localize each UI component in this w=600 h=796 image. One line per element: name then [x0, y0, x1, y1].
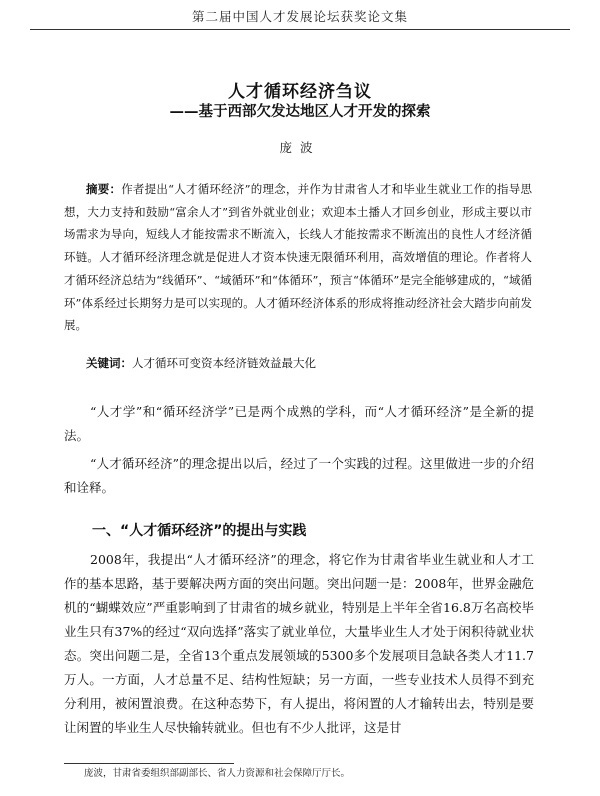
section-heading-1: 一、“人才循环经济”的提出与实践: [92, 523, 307, 539]
running-header: 第二届中国人才发展论坛获奖论文集: [191, 9, 408, 24]
abstract: [64, 178, 532, 337]
author-name: 庞波: [279, 140, 321, 155]
keywords: [86, 353, 526, 373]
abstract-text: 作者提出“人才循环经济”的理念，并作为甘肃省人才和毕业生就业工作的指导思想，大力支持和鼓励“富余人才”到省外就业创业；欢迎本土播人才回乡创业，形成主要以市场需求为导向，短线人才能按需求不断流入，长线人才能按需求不断流出的良性人才经济循环链。人才循环经济理念就是促进人才资本快速无限循环利用，高效增值的理论。作者将人才循环经济总结为“线循环”、“域循环”和“体循环”，预言“体循环”是完全能够建成的，“域循环”体系经过长期努力是可以实现的。人才循环经济体系的形成将推动经济社会大踏步向前发展。: [64, 182, 533, 333]
footnote-divider: [64, 763, 234, 764]
keywords-label: 关键词：: [86, 356, 132, 370]
body-paragraph-3: 2008年，我提出“人才循环经济”的理念，将它作为甘肃省毕业生就业和人才工作的基本思路，基于要解决两方面的突出问题。突出问题一是：2008年，世界金融危机的“蝴蝶效应”严重影响到了甘肃省的城乡就业，特别是上半年全省16.8万名高校毕业生只有37%的经过“双向选择”落实了就业单位，大量毕业生人才处于闲积待就业状态。突出问题二是，全省13个重点发展领域的5300多个发展项目急缺各类人才11.7万人。一方面，人才总量不足、结构性短缺；另一方面，一些专业技术人员得不到充分利用，被闲置浪费。在这种态势下，有人提出，将闲置的人才输转出去，特别是要让闲置的毕业生人尽快输转就业。但也有不少人批评，这是甘: [64, 552, 534, 735]
footnote: 庞波，甘肃省委组织部副部长、省人力资源和社会保障厅厅长。: [84, 768, 351, 779]
body-paragraph-1: “人才学”和“循环经济学”已是两个成熟的学科，而“人才循环经济”是全新的提法。: [64, 404, 534, 443]
paper-subtitle: ——基于西部欠发达地区人才开发的探索: [169, 104, 431, 120]
abstract-label: 摘要：: [86, 182, 122, 196]
paper-title: 人才循环经济刍议: [228, 82, 372, 103]
body-paragraph-2: “人才循环经济”的理念提出以后，经过了一个实践的过程。这里做进一步的介绍和诠释。: [64, 456, 534, 495]
header-divider: [30, 29, 570, 30]
keywords-text: 人才循环可变资本经济链效益最大化: [132, 356, 316, 370]
